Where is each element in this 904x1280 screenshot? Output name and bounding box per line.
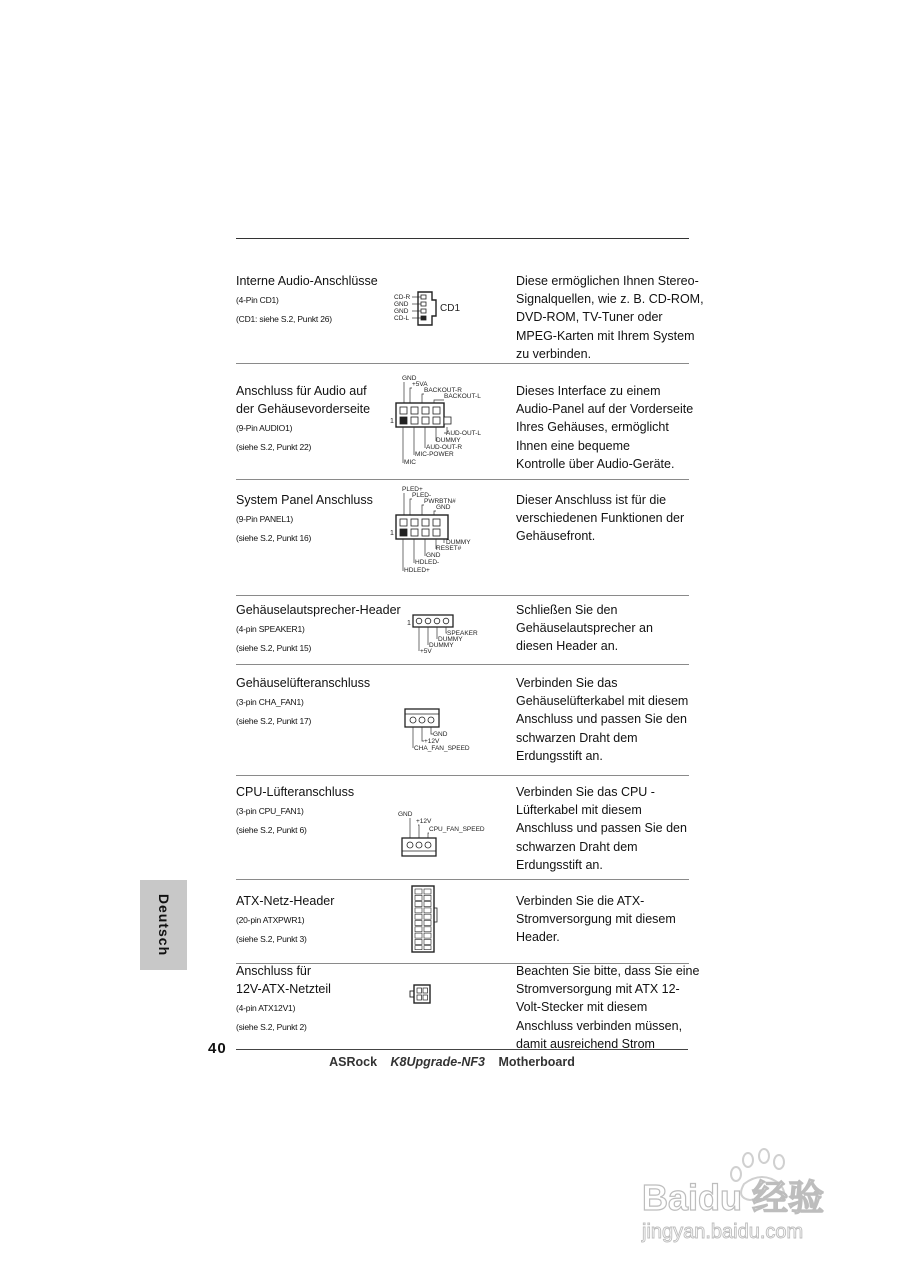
cha-fan1-pin-label: CHA_FAN_SPEED [414, 745, 470, 752]
panel1-pin1-marker: 1 [390, 530, 394, 537]
section-description [516, 491, 696, 546]
footer-brand: ASRock [329, 1055, 378, 1069]
description-line: Dieses Interface zu einem [516, 384, 661, 398]
speaker1-pin-label: DUMMY [438, 636, 463, 643]
section-title: CPU-Lüfteranschluss [236, 785, 355, 799]
panel1-pin-label: PLED+ [402, 486, 423, 493]
section-reference: (siehe S.2, Punkt 15) [236, 643, 312, 653]
description-line: DVD-ROM, TV-Tuner oder [516, 310, 663, 325]
baidu-watermark [640, 1148, 860, 1248]
panel1-pin-label: GND [436, 504, 451, 511]
section-divider [236, 775, 689, 776]
section-title-line: Anschluss für Audio auf [236, 384, 367, 398]
description-line: Verbinden Sie die ATX- [516, 894, 645, 908]
description-line: Stromversorgung mit ATX 12- [516, 982, 680, 997]
description-line: schwarzen Draht dem [516, 730, 638, 745]
section-reference: (siehe S.2, Punkt 16) [236, 533, 312, 543]
section-title: Gehäuselüfteranschluss [236, 676, 371, 690]
section-reference: (siehe S.2, Punkt 6) [236, 825, 307, 835]
section-reference: (siehe S.2, Punkt 22) [236, 442, 312, 452]
panel1-pin-label: GND [426, 552, 441, 559]
watermark-url: jingyan.baidu.com [642, 1221, 804, 1243]
speaker1-pin-label: SPEAKER [447, 630, 478, 637]
cd1-pin-label: CD-L [394, 315, 410, 322]
atx12v1-connector-diagram [408, 982, 438, 1008]
cd1-pin-label: GND [394, 308, 409, 315]
language-side-tab [140, 880, 187, 970]
audio1-pin-label: GND [402, 375, 417, 382]
audio1-header-diagram [388, 373, 498, 478]
section-pin-info: (9-Pin PANEL1) [236, 514, 294, 524]
description-line: Anschluss und passen Sie den [516, 821, 687, 836]
description-line: Anschluss verbinden müssen, [516, 1018, 683, 1033]
description-line: damit ausreichend Strom [516, 1036, 655, 1051]
section-description [516, 783, 696, 874]
description-line: verschiedenen Funktionen der [516, 511, 685, 526]
section-pin-info: (4-pin ATX12V1) [236, 1003, 296, 1013]
description-line: Diese ermöglichen Ihnen Stereo- [516, 274, 699, 288]
audio1-pin-label: DUMMY [436, 437, 461, 444]
section-reference: (siehe S.2, Punkt 3) [236, 934, 307, 944]
description-line: Gehäusefront. [516, 529, 596, 544]
language-tab-label: Deutsch [155, 893, 172, 957]
section-reference: (CD1: siehe S.2, Punkt 26) [236, 314, 332, 324]
cha-fan1-header-diagram [403, 704, 493, 759]
panel1-pin-label: DUMMY [446, 539, 471, 546]
description-line: zu verbinden. [516, 346, 592, 361]
description-line: Signalquellen, wie z. B. CD-ROM, [516, 292, 704, 307]
description-line: Ihres Gehäuses, ermöglicht [516, 420, 669, 435]
cd1-connector-diagram [390, 290, 470, 330]
speaker1-pin-label: +5V [420, 648, 432, 655]
description-line: Gehäuselüfterkabel mit diesem [516, 694, 689, 709]
description-line: Header. [516, 930, 560, 945]
audio1-pin-label: AUD-OUT-R [426, 444, 463, 451]
section-divider [236, 363, 689, 364]
speaker1-pin-label: DUMMY [429, 642, 454, 649]
panel1-pin-label: RESET# [436, 545, 462, 552]
description-line: Verbinden Sie das [516, 676, 618, 690]
section-reference: (siehe S.2, Punkt 2) [236, 1022, 307, 1032]
section-reference: (siehe S.2, Punkt 17) [236, 716, 312, 726]
footer-product: Motherboard [498, 1055, 575, 1069]
panel1-pin-label: HDLED- [415, 559, 440, 566]
section-divider [236, 479, 689, 480]
speaker1-header-diagram [405, 613, 495, 663]
section-pin-info: (20-pin ATXPWR1) [236, 915, 305, 925]
audio1-pin-label: MIC-POWER [415, 451, 454, 458]
description-line: Gehäuselautsprecher an [516, 621, 653, 636]
cha-fan1-pin-label: +12V [424, 738, 440, 745]
description-line: Erdungsstift an. [516, 857, 603, 872]
description-line: schwarzen Draht dem [516, 839, 638, 854]
panel1-pin-label: PLED- [412, 492, 432, 499]
section-divider [236, 595, 689, 596]
section-pin-info: (9-Pin AUDIO1) [236, 423, 293, 433]
audio1-pin-label: MIC [404, 459, 416, 466]
cpu-fan1-header-diagram [396, 808, 496, 863]
description-line: Dieser Anschluss ist für die [516, 493, 667, 507]
audio1-pin1-marker: 1 [390, 418, 394, 425]
section-title: Gehäuselautsprecher-Header [236, 603, 401, 617]
panel1-header-diagram [388, 485, 498, 585]
panel1-pin-label: HDLED+ [404, 567, 430, 574]
footer-rule [236, 1049, 688, 1050]
cpu-fan1-pin-label: CPU_FAN_SPEED [429, 826, 485, 833]
section-description [516, 382, 696, 473]
section-pin-info: (3-pin CPU_FAN1) [236, 806, 304, 816]
cd1-pin-label: CD-R [394, 294, 411, 301]
section-title-line: Anschluss für [236, 964, 312, 978]
description-line: Ihnen eine bequeme [516, 438, 630, 453]
cd1-name-label: CD1 [440, 303, 461, 314]
description-line: diesen Header an. [516, 639, 619, 654]
description-line: Beachten Sie bitte, dass Sie eine [516, 964, 700, 978]
audio1-pin-label: BACKOUT-L [444, 393, 481, 400]
cd1-pin-label: GND [394, 301, 409, 308]
description-line: Audio-Panel auf der Vorderseite [516, 402, 694, 417]
audio1-pin-label: BACKOUT-R [424, 387, 462, 394]
description-line: Anschluss und passen Sie den [516, 712, 687, 727]
section-title: Interne Audio-Anschlüsse [236, 274, 378, 288]
audio1-pin-label: AUD-OUT-L [446, 430, 482, 437]
cha-fan1-pin-label: GND [433, 731, 448, 738]
description-line: Kontrolle über Audio-Geräte. [516, 456, 675, 471]
cpu-fan1-pin-label: +12V [416, 818, 432, 825]
panel1-pin-label: PWRBTN# [424, 498, 456, 505]
description-line: Verbinden Sie das CPU - [516, 785, 655, 799]
section-pin-info: (3-pin CHA_FAN1) [236, 697, 304, 707]
description-line: Lüfterkabel mit diesem [516, 803, 642, 818]
section-pin-info: (4-Pin CD1) [236, 295, 279, 305]
section-description [516, 892, 696, 947]
section-title-line: 12V-ATX-Netzteil [236, 982, 331, 996]
description-line: Erdungsstift an. [516, 748, 603, 763]
section-title-line: der Gehäusevorderseite [236, 402, 371, 416]
section-divider [236, 879, 689, 880]
description-line: Volt-Stecker mit diesem [516, 1000, 648, 1015]
description-line: MPEG-Karten mit Ihrem System [516, 328, 695, 343]
atxpwr1-connector-diagram [410, 884, 440, 956]
section-pin-info: (4-pin SPEAKER1) [236, 624, 305, 634]
section-divider [236, 664, 689, 665]
section-description [516, 962, 700, 1053]
top-rule [236, 238, 689, 239]
speaker1-pin1-marker: 1 [407, 620, 411, 627]
section-title: System Panel Anschluss [236, 493, 373, 507]
section-description [516, 601, 696, 656]
page-number: 40 [208, 1040, 227, 1057]
section-description [516, 272, 704, 363]
footer-model: K8Upgrade-NF3 [390, 1055, 485, 1069]
description-line: Stromversorgung mit diesem [516, 912, 676, 927]
section-description [516, 674, 696, 765]
watermark-logo: Baidu 经验 [642, 1177, 825, 1218]
section-title: ATX-Netz-Header [236, 894, 335, 908]
cpu-fan1-pin-label: GND [398, 811, 413, 818]
footer [0, 1055, 904, 1069]
description-line: Schließen Sie den [516, 603, 618, 617]
audio1-pin-label: +5VA [412, 381, 428, 388]
